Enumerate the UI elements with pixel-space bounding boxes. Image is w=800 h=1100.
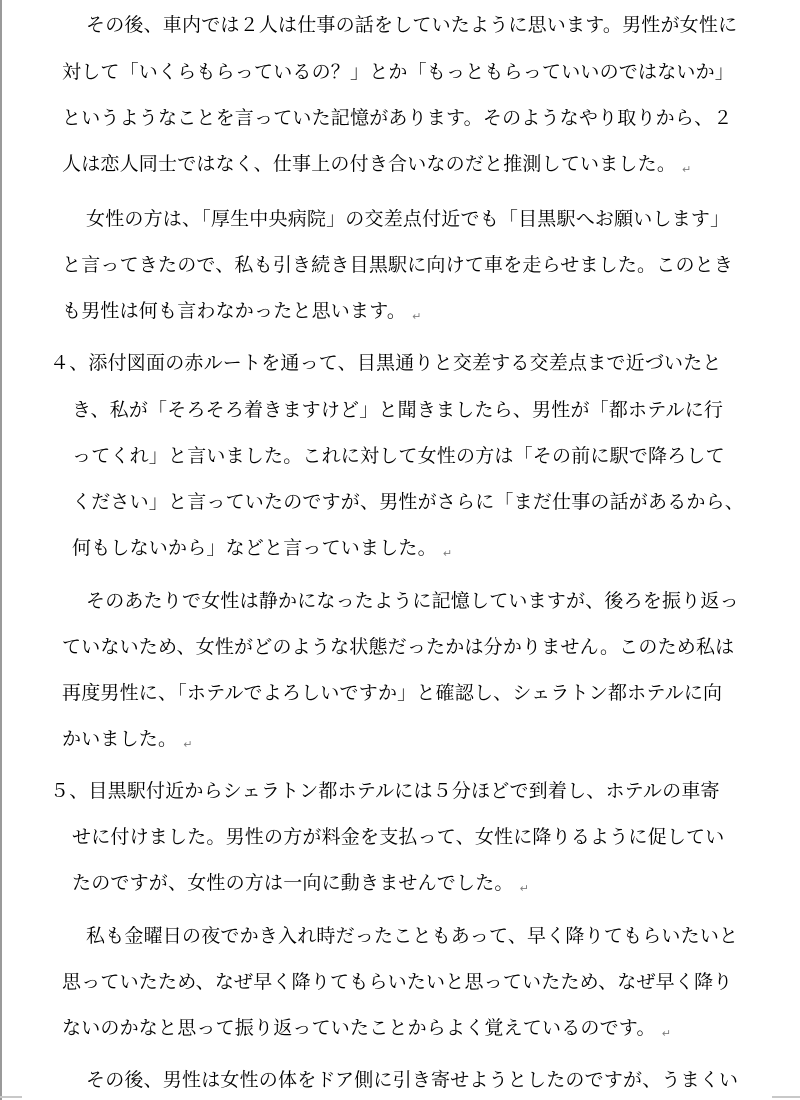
page-left-border xyxy=(0,0,2,1100)
paragraph-mark-icon: ↵ xyxy=(412,310,422,323)
text-line: ４、添付図面の赤ルートを通って、目黒通りと交差する交差点まで近づいたと xyxy=(50,352,722,374)
text-line: 対して「いくらもらっているの？」とか「もっともらっていいのではないか」 xyxy=(62,61,735,83)
text-line: も男性は何も言わなかったと思います。 ↵ xyxy=(62,299,422,329)
text-line: き、私が「そろそろ着きますけど」と聞きましたら、男性が「都ホテルに行 xyxy=(72,399,724,421)
paragraph-mark-icon: ↵ xyxy=(682,163,692,176)
text-line: 何もしないから」などと言っていました。 ↵ xyxy=(72,536,452,566)
text-line: 再度男性に、「ホテルでよろしいですか」と確認し、シェラトン都ホテルに向 xyxy=(62,682,723,704)
paragraph-mark-icon: ↵ xyxy=(661,1027,672,1040)
text-line: ください」と言っていたのですが、男性がさらに「まだ仕事の話があるから、 xyxy=(72,491,745,513)
text-line: そのあたりで女性は静かになったように記憶していますが、後ろを振り返っ xyxy=(86,590,739,612)
text-line: というようなことを言っていた記憶があります。そのようなやり取りから、２ xyxy=(62,107,733,129)
text-line: せに付けました。男性の方が料金を支払って、女性に降りるように促してい xyxy=(72,826,725,848)
text-line: たのですが、女性の方は一向に動きませんでした。 ↵ xyxy=(72,871,529,901)
text-line: その後、男性は女性の体をドア側に引き寄せようとしたのですが、うまくい xyxy=(86,1069,739,1091)
text-line: かいました。 ↵ xyxy=(62,727,193,757)
text-line: ５、目黒駅付近からシェラトン都ホテルには５分ほどで到着し、ホテルの車寄 xyxy=(50,780,720,802)
paragraph-mark-icon: ↵ xyxy=(183,738,193,751)
text-line: 思っていたため、なぜ早く降りてもらいたいと思っていたため、なぜ早く降り xyxy=(62,971,733,993)
text-line: 人は恋人同士ではなく、仕事上の付き合いなのだと推測していました。 ↵ xyxy=(62,152,691,182)
text-line: ってくれ」と言いました。これに対して女性の方は「その前に駅で降ろして xyxy=(72,445,725,467)
text-line: と言ってきたので、私も引き続き目黒駅に向けて車を走らせました。このとき xyxy=(62,254,734,276)
text-line: ていないため、女性がどのような状態だったかは分かりません。このため私は xyxy=(62,636,735,658)
text-line: その後、車内では２人は仕事の話をしていたように思います。男性が女性に xyxy=(86,14,738,36)
page-corner-mark-left xyxy=(0,1096,22,1098)
text-line: ないのかなと思って振り返っていたことからよく覚えているのです。 ↵ xyxy=(62,1016,671,1046)
text-line: 女性の方は、「厚生中央病院」の交差点付近でも「目黒駅へお願いします」 xyxy=(86,208,730,230)
paragraph-mark-icon: ↵ xyxy=(442,547,453,560)
page-corner-mark-right xyxy=(772,1096,800,1098)
text-line: 私も金曜日の夜でかき入れ時だったこともあって、早く降りてもらいたいと xyxy=(86,925,739,947)
paragraph-mark-icon: ↵ xyxy=(519,882,530,895)
